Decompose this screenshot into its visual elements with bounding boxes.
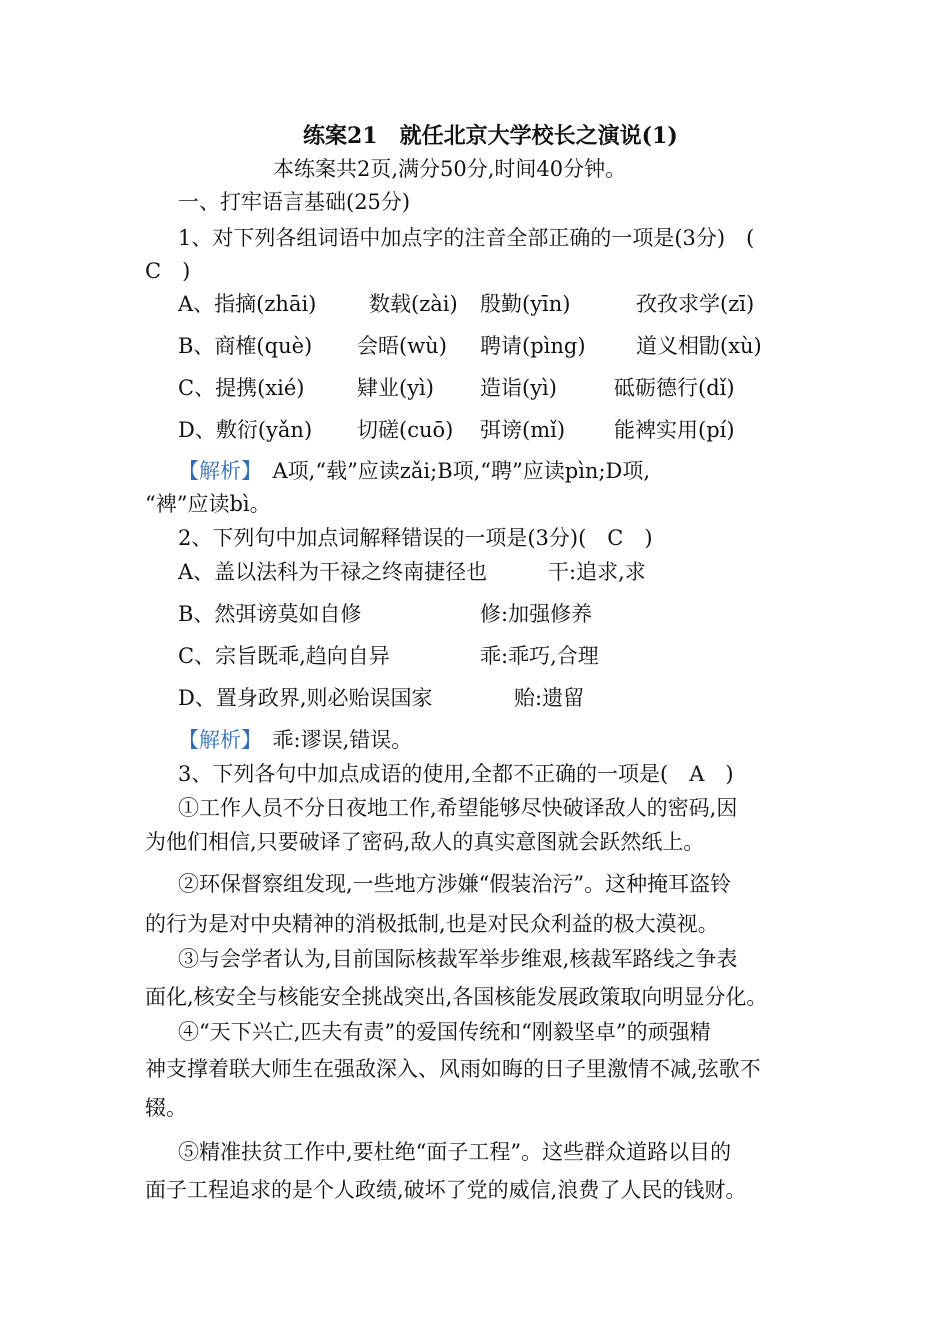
q2-option-c: C、宗旨既乖,趋向自异 bbox=[178, 644, 390, 668]
q1-analysis-text: A项,“载”应读zǎi;B项,“聘”应读pìn;D项, bbox=[272, 459, 651, 483]
q1-option-c-3: 造诣(yì) bbox=[480, 376, 557, 400]
section-heading: 一、打牢语言基础(25分) bbox=[178, 190, 411, 214]
q2-analysis-text: 乖:谬误,错误。 bbox=[272, 728, 413, 752]
q2-option-a-meaning: 干:追求,求 bbox=[548, 560, 646, 584]
q2-analysis bbox=[178, 726, 412, 754]
q2-option-b-meaning: 修:加强修养 bbox=[480, 602, 593, 626]
q1-option-a-1: A、指摘(zhāi) bbox=[178, 292, 317, 316]
q1-option-b-4: 道义相勖(xù) bbox=[636, 334, 762, 358]
q1-option-c-1: C、提携(xié) bbox=[178, 376, 305, 400]
q1-option-b-3: 聘请(pìng) bbox=[480, 334, 586, 358]
q2-option-b: B、然弭谤莫如自修 bbox=[178, 602, 362, 626]
q1-option-d-1: D、敷衍(yǎn) bbox=[178, 418, 313, 442]
q1-stem: 1、对下列各组词语中加点字的注音全部正确的一项是(3分) ( bbox=[178, 226, 755, 250]
q2-stem: 2、下列句中加点词解释错误的一项是(3分)( C ) bbox=[178, 526, 653, 550]
q1-option-a-4: 孜孜求学(zī) bbox=[636, 292, 755, 316]
page-title: 练案21 就任北京大学校长之演说(1) bbox=[303, 123, 678, 149]
q2-option-c-meaning: 乖:乖巧,合理 bbox=[480, 644, 599, 668]
q1-option-c-4: 砥砺德行(dǐ) bbox=[614, 376, 735, 400]
q2-option-a: A、盖以法科为干禄之终南捷径也 bbox=[178, 560, 488, 584]
q1-analysis-cont: “裨”应读bì。 bbox=[145, 492, 271, 516]
q3-stem: 3、下列各句中加点成语的使用,全都不正确的一项是( A ) bbox=[178, 762, 734, 786]
q1-option-b-2: 会晤(wù) bbox=[357, 334, 447, 358]
q3-item-2-line-2: 的行为是对中央精神的消极抵制,也是对民众利益的极大漠视。 bbox=[145, 912, 719, 936]
q1-option-d-3: 弭谤(mǐ) bbox=[480, 418, 566, 442]
q1-answer: C ) bbox=[145, 259, 191, 283]
q3-item-4-line-3: 辍。 bbox=[145, 1096, 187, 1120]
analysis-tag: 【解析】 bbox=[178, 459, 252, 483]
q3-item-4-line-2: 神支撑着联大师生在强敌深入、风雨如晦的日子里激情不减,弦歌不 bbox=[145, 1057, 761, 1081]
analysis-tag: 【解析】 bbox=[178, 728, 252, 752]
q1-option-d-4: 能裨实用(pí) bbox=[614, 418, 735, 442]
q3-item-5-line-2: 面子工程追求的是个人政绩,破坏了党的威信,浪费了人民的钱财。 bbox=[145, 1178, 747, 1202]
q1-option-c-2: 肄业(yì) bbox=[357, 376, 434, 400]
q3-item-5-line-1: ⑤精准扶贫工作中,要杜绝“面子工程”。这些群众道路以目的 bbox=[178, 1140, 732, 1164]
q1-option-b-1: B、商榷(què) bbox=[178, 334, 313, 358]
q1-analysis bbox=[178, 457, 650, 485]
q3-item-1-line-2: 为他们相信,只要破译了密码,敌人的真实意图就会跃然纸上。 bbox=[145, 830, 705, 854]
q2-option-d: D、置身政界,则必贻误国家 bbox=[178, 686, 433, 710]
q3-item-3-line-2: 面化,核安全与核能安全挑战突出,各国核能发展政策取向明显分化。 bbox=[145, 985, 768, 1009]
q3-item-3-line-1: ③与会学者认为,目前国际核裁军举步维艰,核裁军路线之争表 bbox=[178, 947, 738, 971]
q3-item-4-line-1: ④“天下兴亡,匹夫有责”的爱国传统和“刚毅坚卓”的顽强精 bbox=[178, 1020, 711, 1044]
q3-item-1-line-1: ①工作人员不分日夜地工作,希望能够尽快破译敌人的密码,因 bbox=[178, 796, 738, 820]
subtitle: 本练案共2页,满分50分,时间40分钟。 bbox=[273, 157, 627, 181]
q1-option-a-2: 数载(zài) bbox=[369, 292, 458, 316]
q2-option-d-meaning: 贻:遗留 bbox=[514, 686, 585, 710]
q1-option-a-3: 殷勤(yīn) bbox=[480, 292, 571, 316]
q1-option-d-2: 切磋(cuō) bbox=[357, 418, 454, 442]
q3-item-2-line-1: ②环保督察组发现,一些地方涉嫌“假装治污”。这种掩耳盗铃 bbox=[178, 872, 732, 896]
